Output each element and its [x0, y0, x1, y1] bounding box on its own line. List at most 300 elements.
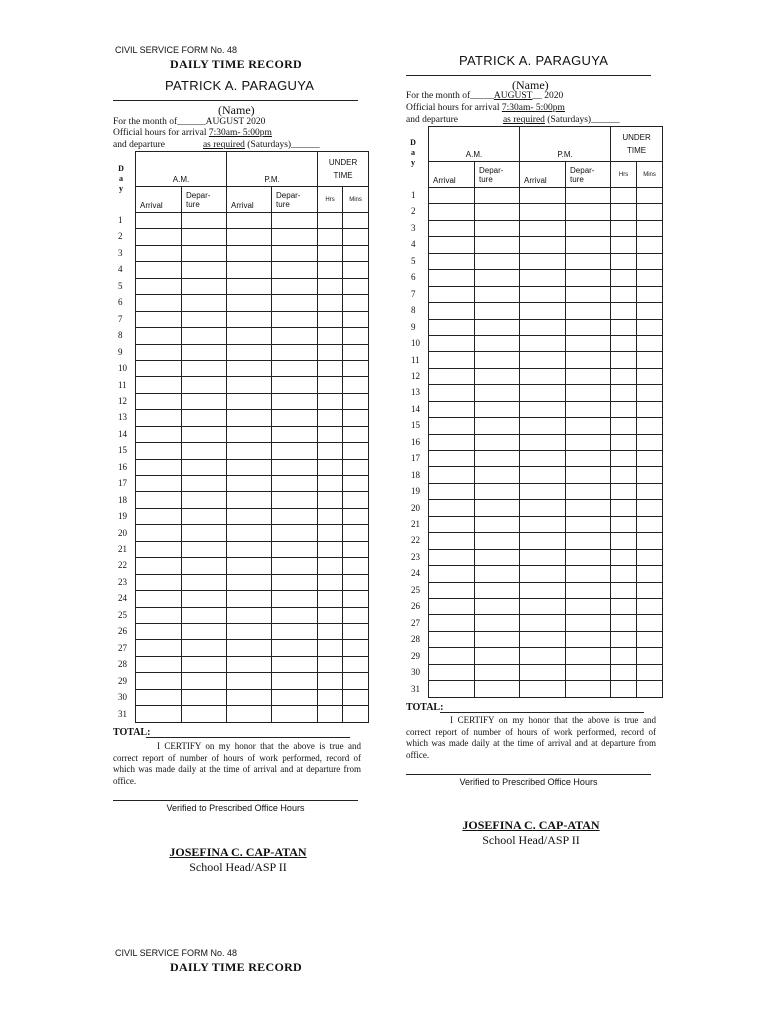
time-cell[interactable]: [520, 533, 566, 549]
time-cell[interactable]: [637, 582, 663, 598]
time-cell[interactable]: [520, 220, 566, 236]
time-cell[interactable]: [429, 664, 475, 680]
time-cell[interactable]: [343, 640, 369, 656]
time-cell[interactable]: [429, 368, 475, 384]
time-cell[interactable]: [343, 311, 369, 327]
time-cell[interactable]: [520, 664, 566, 680]
time-cell[interactable]: [227, 689, 272, 705]
time-cell[interactable]: [611, 352, 637, 368]
time-cell[interactable]: [227, 245, 272, 261]
time-cell[interactable]: [429, 188, 475, 204]
time-cell[interactable]: [520, 253, 566, 269]
time-cell[interactable]: [343, 443, 369, 459]
time-cell[interactable]: [475, 615, 520, 631]
time-cell[interactable]: [343, 525, 369, 541]
time-cell[interactable]: [429, 549, 475, 565]
time-cell[interactable]: [272, 213, 318, 229]
time-cell[interactable]: [227, 607, 272, 623]
time-cell[interactable]: [520, 451, 566, 467]
time-cell[interactable]: [429, 401, 475, 417]
time-cell[interactable]: [227, 492, 272, 508]
time-cell[interactable]: [343, 410, 369, 426]
time-cell[interactable]: [136, 426, 182, 442]
time-cell[interactable]: [343, 591, 369, 607]
time-cell[interactable]: [637, 286, 663, 302]
time-cell[interactable]: [227, 623, 272, 639]
time-cell[interactable]: [136, 229, 182, 245]
time-cell[interactable]: [566, 631, 611, 647]
time-cell[interactable]: [272, 443, 318, 459]
time-cell[interactable]: [227, 591, 272, 607]
time-cell[interactable]: [182, 377, 227, 393]
time-cell[interactable]: [475, 451, 520, 467]
time-cell[interactable]: [429, 533, 475, 549]
time-cell[interactable]: [611, 533, 637, 549]
time-cell[interactable]: [611, 582, 637, 598]
time-cell[interactable]: [343, 426, 369, 442]
time-cell[interactable]: [343, 262, 369, 278]
time-cell[interactable]: [272, 623, 318, 639]
time-cell[interactable]: [182, 706, 227, 722]
time-cell[interactable]: [520, 385, 566, 401]
time-cell[interactable]: [637, 434, 663, 450]
time-cell[interactable]: [272, 328, 318, 344]
time-cell[interactable]: [475, 352, 520, 368]
time-cell[interactable]: [520, 631, 566, 647]
time-cell[interactable]: [611, 500, 637, 516]
time-cell[interactable]: [227, 706, 272, 722]
time-cell[interactable]: [318, 591, 343, 607]
time-cell[interactable]: [182, 508, 227, 524]
time-cell[interactable]: [475, 286, 520, 302]
time-cell[interactable]: [475, 516, 520, 532]
time-cell[interactable]: [343, 278, 369, 294]
time-cell[interactable]: [566, 582, 611, 598]
time-cell[interactable]: [475, 500, 520, 516]
time-cell[interactable]: [272, 574, 318, 590]
time-cell[interactable]: [611, 451, 637, 467]
time-cell[interactable]: [429, 681, 475, 697]
time-cell[interactable]: [318, 706, 343, 722]
time-cell[interactable]: [637, 664, 663, 680]
time-cell[interactable]: [520, 516, 566, 532]
time-cell[interactable]: [136, 344, 182, 360]
time-cell[interactable]: [182, 492, 227, 508]
time-cell[interactable]: [611, 467, 637, 483]
time-cell[interactable]: [520, 303, 566, 319]
time-cell[interactable]: [318, 623, 343, 639]
time-cell[interactable]: [182, 476, 227, 492]
time-cell[interactable]: [429, 598, 475, 614]
time-cell[interactable]: [637, 467, 663, 483]
time-cell[interactable]: [318, 344, 343, 360]
time-cell[interactable]: [475, 648, 520, 664]
time-cell[interactable]: [520, 270, 566, 286]
time-cell[interactable]: [475, 335, 520, 351]
time-cell[interactable]: [227, 574, 272, 590]
time-cell[interactable]: [520, 188, 566, 204]
time-cell[interactable]: [343, 558, 369, 574]
time-cell[interactable]: [182, 213, 227, 229]
time-cell[interactable]: [272, 459, 318, 475]
time-cell[interactable]: [520, 467, 566, 483]
time-cell[interactable]: [429, 418, 475, 434]
time-cell[interactable]: [272, 591, 318, 607]
time-cell[interactable]: [182, 410, 227, 426]
time-cell[interactable]: [343, 344, 369, 360]
time-cell[interactable]: [182, 656, 227, 672]
time-cell[interactable]: [611, 237, 637, 253]
time-cell[interactable]: [318, 492, 343, 508]
time-cell[interactable]: [182, 541, 227, 557]
time-cell[interactable]: [566, 352, 611, 368]
time-cell[interactable]: [475, 253, 520, 269]
time-cell[interactable]: [136, 476, 182, 492]
time-cell[interactable]: [475, 681, 520, 697]
time-cell[interactable]: [566, 664, 611, 680]
time-cell[interactable]: [318, 295, 343, 311]
time-cell[interactable]: [566, 615, 611, 631]
time-cell[interactable]: [566, 368, 611, 384]
time-cell[interactable]: [227, 459, 272, 475]
time-cell[interactable]: [136, 492, 182, 508]
time-cell[interactable]: [566, 319, 611, 335]
time-cell[interactable]: [182, 574, 227, 590]
time-cell[interactable]: [182, 607, 227, 623]
time-cell[interactable]: [182, 689, 227, 705]
time-cell[interactable]: [272, 525, 318, 541]
time-cell[interactable]: [637, 385, 663, 401]
time-cell[interactable]: [475, 533, 520, 549]
time-cell[interactable]: [566, 434, 611, 450]
time-cell[interactable]: [136, 311, 182, 327]
time-cell[interactable]: [475, 418, 520, 434]
time-cell[interactable]: [318, 426, 343, 442]
time-cell[interactable]: [475, 467, 520, 483]
time-cell[interactable]: [227, 410, 272, 426]
time-cell[interactable]: [182, 311, 227, 327]
time-cell[interactable]: [520, 418, 566, 434]
time-cell[interactable]: [637, 483, 663, 499]
time-cell[interactable]: [566, 467, 611, 483]
time-cell[interactable]: [182, 393, 227, 409]
time-cell[interactable]: [611, 319, 637, 335]
time-cell[interactable]: [520, 615, 566, 631]
time-cell[interactable]: [566, 253, 611, 269]
time-cell[interactable]: [520, 434, 566, 450]
time-cell[interactable]: [611, 483, 637, 499]
time-cell[interactable]: [475, 270, 520, 286]
time-cell[interactable]: [520, 500, 566, 516]
time-cell[interactable]: [429, 319, 475, 335]
time-cell[interactable]: [136, 393, 182, 409]
time-cell[interactable]: [318, 508, 343, 524]
time-cell[interactable]: [520, 566, 566, 582]
time-cell[interactable]: [566, 237, 611, 253]
time-cell[interactable]: [272, 640, 318, 656]
time-cell[interactable]: [318, 574, 343, 590]
time-cell[interactable]: [136, 689, 182, 705]
time-cell[interactable]: [318, 245, 343, 261]
time-cell[interactable]: [318, 213, 343, 229]
time-cell[interactable]: [136, 213, 182, 229]
time-cell[interactable]: [520, 204, 566, 220]
time-cell[interactable]: [611, 401, 637, 417]
time-cell[interactable]: [182, 245, 227, 261]
time-cell[interactable]: [227, 525, 272, 541]
time-cell[interactable]: [566, 648, 611, 664]
time-cell[interactable]: [637, 253, 663, 269]
time-cell[interactable]: [343, 476, 369, 492]
time-cell[interactable]: [318, 656, 343, 672]
time-cell[interactable]: [227, 229, 272, 245]
time-cell[interactable]: [566, 549, 611, 565]
time-cell[interactable]: [520, 582, 566, 598]
time-cell[interactable]: [136, 591, 182, 607]
time-cell[interactable]: [182, 525, 227, 541]
time-cell[interactable]: [429, 220, 475, 236]
time-cell[interactable]: [520, 286, 566, 302]
time-cell[interactable]: [318, 410, 343, 426]
time-cell[interactable]: [429, 253, 475, 269]
time-cell[interactable]: [429, 352, 475, 368]
time-cell[interactable]: [272, 673, 318, 689]
time-cell[interactable]: [182, 229, 227, 245]
time-cell[interactable]: [611, 615, 637, 631]
time-cell[interactable]: [520, 401, 566, 417]
time-cell[interactable]: [227, 311, 272, 327]
time-cell[interactable]: [566, 500, 611, 516]
time-cell[interactable]: [318, 278, 343, 294]
time-cell[interactable]: [637, 615, 663, 631]
time-cell[interactable]: [429, 582, 475, 598]
time-cell[interactable]: [475, 401, 520, 417]
time-cell[interactable]: [343, 607, 369, 623]
time-cell[interactable]: [566, 451, 611, 467]
time-cell[interactable]: [475, 598, 520, 614]
time-cell[interactable]: [566, 598, 611, 614]
time-cell[interactable]: [637, 270, 663, 286]
time-cell[interactable]: [318, 541, 343, 557]
time-cell[interactable]: [611, 648, 637, 664]
time-cell[interactable]: [429, 451, 475, 467]
time-cell[interactable]: [227, 278, 272, 294]
time-cell[interactable]: [343, 245, 369, 261]
time-cell[interactable]: [637, 451, 663, 467]
time-cell[interactable]: [272, 278, 318, 294]
time-cell[interactable]: [182, 344, 227, 360]
time-cell[interactable]: [637, 368, 663, 384]
time-cell[interactable]: [475, 434, 520, 450]
time-cell[interactable]: [343, 656, 369, 672]
time-cell[interactable]: [318, 640, 343, 656]
time-cell[interactable]: [272, 689, 318, 705]
time-cell[interactable]: [637, 500, 663, 516]
time-cell[interactable]: [637, 598, 663, 614]
time-cell[interactable]: [611, 434, 637, 450]
time-cell[interactable]: [343, 393, 369, 409]
time-cell[interactable]: [343, 492, 369, 508]
time-cell[interactable]: [136, 443, 182, 459]
time-cell[interactable]: [227, 426, 272, 442]
time-cell[interactable]: [611, 631, 637, 647]
time-cell[interactable]: [318, 607, 343, 623]
time-cell[interactable]: [520, 319, 566, 335]
time-cell[interactable]: [182, 295, 227, 311]
time-cell[interactable]: [136, 574, 182, 590]
time-cell[interactable]: [136, 525, 182, 541]
time-cell[interactable]: [475, 582, 520, 598]
time-cell[interactable]: [566, 286, 611, 302]
time-cell[interactable]: [343, 213, 369, 229]
time-cell[interactable]: [566, 335, 611, 351]
time-cell[interactable]: [475, 220, 520, 236]
time-cell[interactable]: [343, 360, 369, 376]
time-cell[interactable]: [182, 673, 227, 689]
time-cell[interactable]: [272, 377, 318, 393]
time-cell[interactable]: [343, 541, 369, 557]
time-cell[interactable]: [637, 319, 663, 335]
time-cell[interactable]: [566, 418, 611, 434]
time-cell[interactable]: [475, 319, 520, 335]
time-cell[interactable]: [475, 549, 520, 565]
time-cell[interactable]: [475, 204, 520, 220]
time-cell[interactable]: [136, 640, 182, 656]
time-cell[interactable]: [637, 648, 663, 664]
time-cell[interactable]: [637, 303, 663, 319]
time-cell[interactable]: [343, 459, 369, 475]
time-cell[interactable]: [520, 368, 566, 384]
time-cell[interactable]: [227, 295, 272, 311]
time-cell[interactable]: [136, 262, 182, 278]
time-cell[interactable]: [136, 245, 182, 261]
time-cell[interactable]: [318, 558, 343, 574]
time-cell[interactable]: [227, 344, 272, 360]
time-cell[interactable]: [429, 385, 475, 401]
time-cell[interactable]: [272, 558, 318, 574]
time-cell[interactable]: [475, 368, 520, 384]
time-cell[interactable]: [429, 467, 475, 483]
time-cell[interactable]: [343, 508, 369, 524]
time-cell[interactable]: [227, 640, 272, 656]
time-cell[interactable]: [227, 360, 272, 376]
time-cell[interactable]: [637, 418, 663, 434]
time-cell[interactable]: [318, 476, 343, 492]
time-cell[interactable]: [182, 558, 227, 574]
time-cell[interactable]: [429, 434, 475, 450]
time-cell[interactable]: [637, 204, 663, 220]
time-cell[interactable]: [637, 352, 663, 368]
time-cell[interactable]: [611, 385, 637, 401]
time-cell[interactable]: [272, 262, 318, 278]
time-cell[interactable]: [227, 328, 272, 344]
time-cell[interactable]: [637, 566, 663, 582]
time-cell[interactable]: [611, 335, 637, 351]
time-cell[interactable]: [429, 566, 475, 582]
time-cell[interactable]: [637, 237, 663, 253]
time-cell[interactable]: [136, 410, 182, 426]
time-cell[interactable]: [566, 270, 611, 286]
time-cell[interactable]: [611, 664, 637, 680]
time-cell[interactable]: [637, 335, 663, 351]
time-cell[interactable]: [611, 204, 637, 220]
time-cell[interactable]: [136, 656, 182, 672]
time-cell[interactable]: [318, 328, 343, 344]
time-cell[interactable]: [318, 311, 343, 327]
time-cell[interactable]: [429, 483, 475, 499]
time-cell[interactable]: [272, 492, 318, 508]
time-cell[interactable]: [227, 393, 272, 409]
time-cell[interactable]: [566, 566, 611, 582]
time-cell[interactable]: [429, 286, 475, 302]
time-cell[interactable]: [343, 229, 369, 245]
time-cell[interactable]: [429, 516, 475, 532]
time-cell[interactable]: [182, 443, 227, 459]
time-cell[interactable]: [611, 286, 637, 302]
time-cell[interactable]: [318, 393, 343, 409]
time-cell[interactable]: [475, 188, 520, 204]
time-cell[interactable]: [318, 459, 343, 475]
time-cell[interactable]: [475, 483, 520, 499]
time-cell[interactable]: [343, 377, 369, 393]
time-cell[interactable]: [272, 245, 318, 261]
time-cell[interactable]: [182, 262, 227, 278]
time-cell[interactable]: [182, 640, 227, 656]
time-cell[interactable]: [520, 352, 566, 368]
time-cell[interactable]: [272, 607, 318, 623]
time-cell[interactable]: [475, 566, 520, 582]
time-cell[interactable]: [429, 648, 475, 664]
time-cell[interactable]: [429, 270, 475, 286]
time-cell[interactable]: [227, 213, 272, 229]
time-cell[interactable]: [227, 262, 272, 278]
time-cell[interactable]: [182, 328, 227, 344]
time-cell[interactable]: [611, 418, 637, 434]
time-cell[interactable]: [520, 681, 566, 697]
time-cell[interactable]: [343, 623, 369, 639]
time-cell[interactable]: [136, 295, 182, 311]
time-cell[interactable]: [429, 631, 475, 647]
time-cell[interactable]: [272, 706, 318, 722]
time-cell[interactable]: [429, 335, 475, 351]
time-cell[interactable]: [637, 516, 663, 532]
time-cell[interactable]: [637, 533, 663, 549]
time-cell[interactable]: [272, 360, 318, 376]
time-cell[interactable]: [566, 483, 611, 499]
time-cell[interactable]: [343, 689, 369, 705]
time-cell[interactable]: [182, 591, 227, 607]
time-cell[interactable]: [566, 303, 611, 319]
time-cell[interactable]: [566, 681, 611, 697]
time-cell[interactable]: [136, 558, 182, 574]
time-cell[interactable]: [520, 648, 566, 664]
time-cell[interactable]: [272, 426, 318, 442]
time-cell[interactable]: [136, 623, 182, 639]
time-cell[interactable]: [520, 598, 566, 614]
time-cell[interactable]: [429, 303, 475, 319]
time-cell[interactable]: [637, 220, 663, 236]
time-cell[interactable]: [343, 706, 369, 722]
time-cell[interactable]: [429, 204, 475, 220]
time-cell[interactable]: [182, 360, 227, 376]
time-cell[interactable]: [611, 368, 637, 384]
time-cell[interactable]: [272, 410, 318, 426]
time-cell[interactable]: [136, 360, 182, 376]
time-cell[interactable]: [566, 516, 611, 532]
time-cell[interactable]: [611, 566, 637, 582]
time-cell[interactable]: [272, 311, 318, 327]
time-cell[interactable]: [637, 549, 663, 565]
